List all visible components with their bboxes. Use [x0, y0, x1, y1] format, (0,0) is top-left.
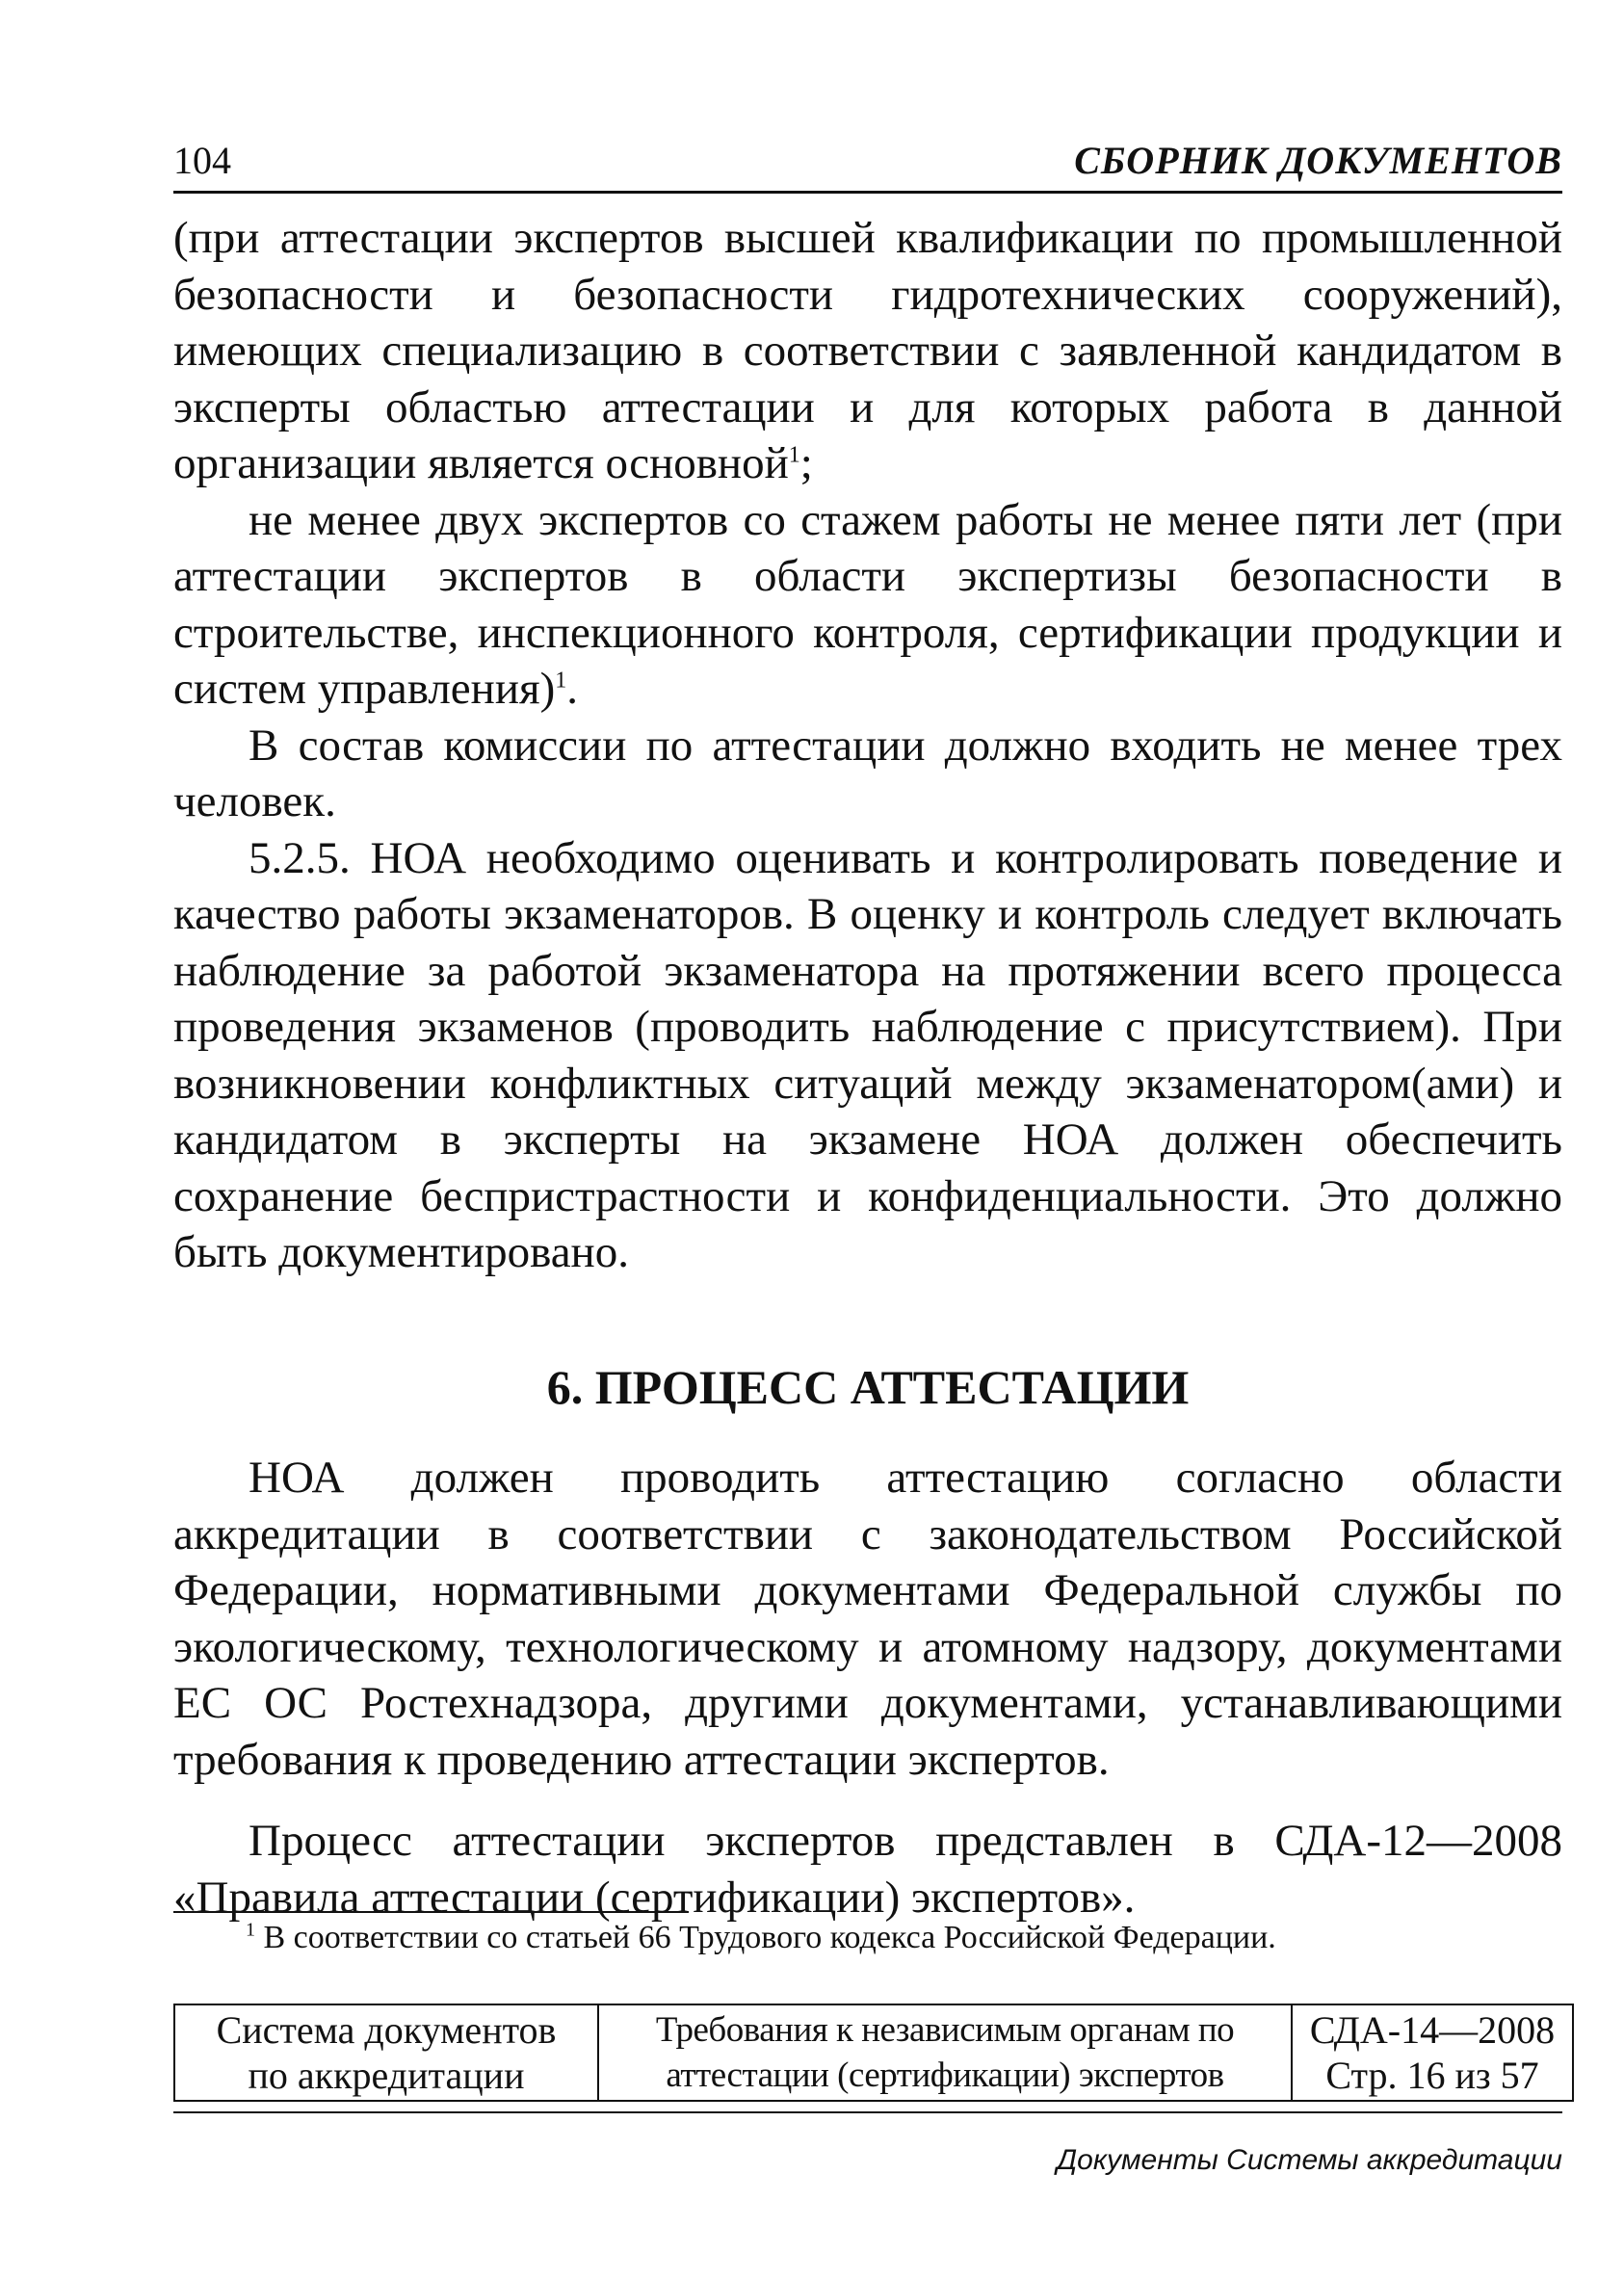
- section-heading: 6. ПРОЦЕСС АТТЕСТАЦИИ: [546, 1360, 1190, 1414]
- footnote-ref: 1: [555, 668, 567, 694]
- document-info-table: [173, 2004, 1574, 2102]
- book-title: СБОРНИК ДОКУМЕНТОВ: [1074, 139, 1562, 182]
- footnote-ref: 1: [788, 442, 800, 468]
- footer-rule: [173, 2111, 1562, 2113]
- running-footer: Документы Системы аккредитации: [1057, 2144, 1562, 2176]
- doc-system-cell: Система документов по аккредитации: [174, 2004, 598, 2101]
- section-text: [173, 1450, 1562, 1925]
- paragraph: В состав комиссии по аттестации должно входить не менее трех человек.: [173, 720, 1562, 826]
- doc-title-cell: Требования к независимым органам по аттестации (сертификации) экспертов: [598, 2004, 1292, 2101]
- paragraph: (при аттестации экспертов высшей квалификации по промышленной безопасности и безопасности гидротехнических сооружений), имеющих специализацию в соответствии с заявленной кандидатом в эксперты областью аттестации и для которых работа в данной организации является основной$^1$;: [173, 213, 1562, 488]
- paragraph: Процесс аттестации экспертов представлен в СДА-12—2008 «Правила аттестации (сертификации) экспертов».: [173, 1816, 1562, 1923]
- paragraph: не менее двух экспертов со стажем работы не менее пяти лет (при аттестации экспертов в области экспертизы безопасности в строительстве, инспекционного контроля, сертификации продукции и систем управления)$^1$.: [173, 494, 1562, 714]
- paragraph: НОА должен проводить аттестацию согласно области аккредитации в соответствии с законодательством Российской Федерации, нормативными документами Федеральной службы по экологическому, технологическому и атомному надзору, документами ЕС ОС Ростехнадзора, другими документами, устанавливающими требования к проведению аттестации экспертов.: [173, 1453, 1562, 1785]
- footnote: $^1$ В соответствии со статьей 66 Трудового кодекса Российской Федерации.: [246, 1919, 1276, 1955]
- footnote-separator: [173, 1911, 689, 1913]
- main-text: [173, 210, 1562, 1281]
- footnote-marker: 1: [246, 1919, 255, 1941]
- page-header: [173, 137, 1562, 194]
- doc-code-cell: СДА-14—2008 Стр. 16 из 57: [1292, 2004, 1573, 2101]
- page-number: 104: [173, 139, 231, 182]
- paragraph: 5.2.5. НОА необходимо оценивать и контролировать поведение и качество работы экзаменаторов. В оценку и контроль следует включать наблюдение за работой экзаменатора на протяжении всего процесса проведения экзаменов (проводить наблюдение с присутствием). При возникновении конфликтных ситуаций между экзаменатором(ами) и кандидатом в эксперты на экзамене НОА должен обеспечить сохранение беспристрастности и конфиденциальности. Это должно быть документировано.: [173, 832, 1562, 1277]
